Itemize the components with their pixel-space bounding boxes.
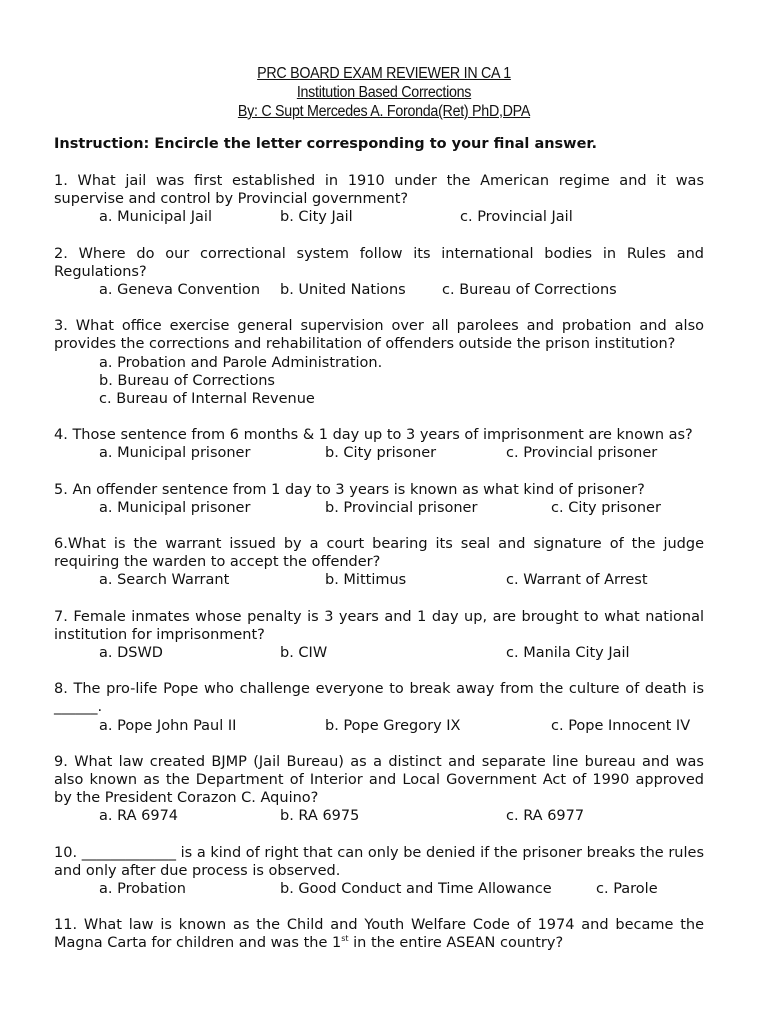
option-row <box>54 208 704 226</box>
document-header <box>0 64 768 121</box>
question-7 <box>54 608 704 663</box>
question-text: 4. Those sentence from 6 months & 1 day up to 3 years of imprisonment are known as? <box>54 427 693 444</box>
option-a[interactable]: a. Pope John Paul II <box>99 717 237 734</box>
question-4 <box>54 426 704 462</box>
question-text: 5. An offender sentence from 1 day to 3 years is known as what kind of prisoner? <box>54 481 645 498</box>
option-a[interactable]: a. Search Warrant <box>99 572 230 589</box>
question-list <box>54 172 704 971</box>
question-text: 3. What office exercise general supervision over all parolees and probation and also provides the corrections and rehabilitation of offenders outside the prison institution? <box>54 318 704 353</box>
option-a[interactable]: a. Municipal prisoner <box>99 499 251 516</box>
option-a[interactable]: a. Municipal prisoner <box>99 445 251 462</box>
question-3 <box>54 317 704 408</box>
option-c[interactable]: c. Provincial Jail <box>460 209 573 226</box>
option-c[interactable]: c. Bureau of Internal Revenue <box>99 391 315 407</box>
option-b[interactable]: b. Pope Gregory IX <box>325 717 461 734</box>
question-text: 10. _____________ is a kind of right that can only be denied if the prisoner breaks the rules and only after due process is observed. <box>54 844 704 879</box>
option-row <box>54 717 704 735</box>
option-a[interactable]: a. Probation <box>99 880 186 897</box>
header-author: By: C Supt Mercedes A. Foronda(Ret) PhD,DPA <box>237 103 531 120</box>
option-a[interactable]: a. Geneva Convention <box>99 282 261 298</box>
question-text: 6.What is the warrant issued by a court bearing its seal and signature of the judge requiring the warden to accept the offender? <box>54 535 704 571</box>
option-c[interactable]: c. Manila City Jail <box>506 644 630 661</box>
option-a[interactable]: a. Municipal Jail <box>99 209 212 226</box>
superscript-st: st <box>341 934 349 944</box>
option-a[interactable]: a. Probation and Parole Administration. <box>99 354 383 371</box>
header-subtitle: Institution Based Corrections <box>296 84 472 101</box>
question-text: 2. Where do our correctional system follow its international bodies in Rules and Regulations? <box>54 245 704 280</box>
question-11 <box>54 916 704 952</box>
question-text: 8. The pro-life Pope who challenge everyone to break away from the culture of death is ______. <box>54 681 704 716</box>
option-b[interactable]: b. Mittimus <box>325 572 407 589</box>
option-a[interactable]: a. RA 6974 <box>99 808 179 825</box>
option-b[interactable]: b. City Jail <box>280 209 353 226</box>
question-6 <box>54 535 704 590</box>
question-text-end: in the entire ASEAN country? <box>348 935 564 952</box>
option-row <box>54 499 704 517</box>
option-b[interactable]: b. Good Conduct and Time Allowance <box>280 880 552 897</box>
question-text-start: 11. What law is known as the Child and Youth Welfare Code of 1974 and became the Magna Carta for children and was the 1 <box>54 917 704 952</box>
option-c[interactable]: c. Provincial prisoner <box>506 445 658 462</box>
option-b[interactable]: b. CIW <box>280 644 328 661</box>
option-c[interactable]: c. Pope Innocent IV <box>551 717 691 734</box>
option-row <box>54 880 704 898</box>
option-b[interactable]: b. United Nations <box>280 282 406 298</box>
option-row <box>54 571 704 589</box>
option-c[interactable]: c. Bureau of Corrections <box>442 282 617 298</box>
option-row <box>54 807 704 825</box>
option-row <box>54 444 704 462</box>
question-1 <box>54 172 704 227</box>
header-title: PRC BOARD EXAM REVIEWER IN CA 1 <box>257 65 511 82</box>
option-c[interactable]: c. RA 6977 <box>506 808 585 825</box>
option-b[interactable]: b. Bureau of Corrections <box>99 372 275 389</box>
question-text: 9. What law created BJMP (Jail Bureau) as a distinct and separate line bureau and was also known as the Department of Interior and Local Government Act of 1990 approved by the President Corazon C. Aquino? <box>54 753 704 807</box>
question-text <box>54 916 704 952</box>
question-text: 7. Female inmates whose penalty is 3 years and 1 day up, are brought to what national institution for imprisonment? <box>54 608 704 643</box>
option-b[interactable]: b. RA 6975 <box>280 808 360 825</box>
option-row <box>54 644 704 662</box>
option-c[interactable]: c. Parole <box>596 880 658 897</box>
option-b[interactable]: b. Provincial prisoner <box>325 499 478 516</box>
question-text: 1. What jail was first established in 1910 under the American regime and it was supervise and control by Provincial government? <box>54 173 704 208</box>
question-5 <box>54 481 704 517</box>
option-c[interactable]: c. City prisoner <box>551 499 661 516</box>
question-9 <box>54 753 704 826</box>
question-2 <box>54 245 704 300</box>
option-b[interactable]: b. City prisoner <box>325 445 437 462</box>
instruction-text: Instruction: Encircle the letter corresponding to your final answer. <box>54 136 598 152</box>
option-c[interactable]: c. Warrant of Arrest <box>506 572 648 589</box>
option-row <box>54 281 704 299</box>
question-10 <box>54 844 704 899</box>
option-a[interactable]: a. DSWD <box>99 644 163 661</box>
question-8 <box>54 680 704 735</box>
